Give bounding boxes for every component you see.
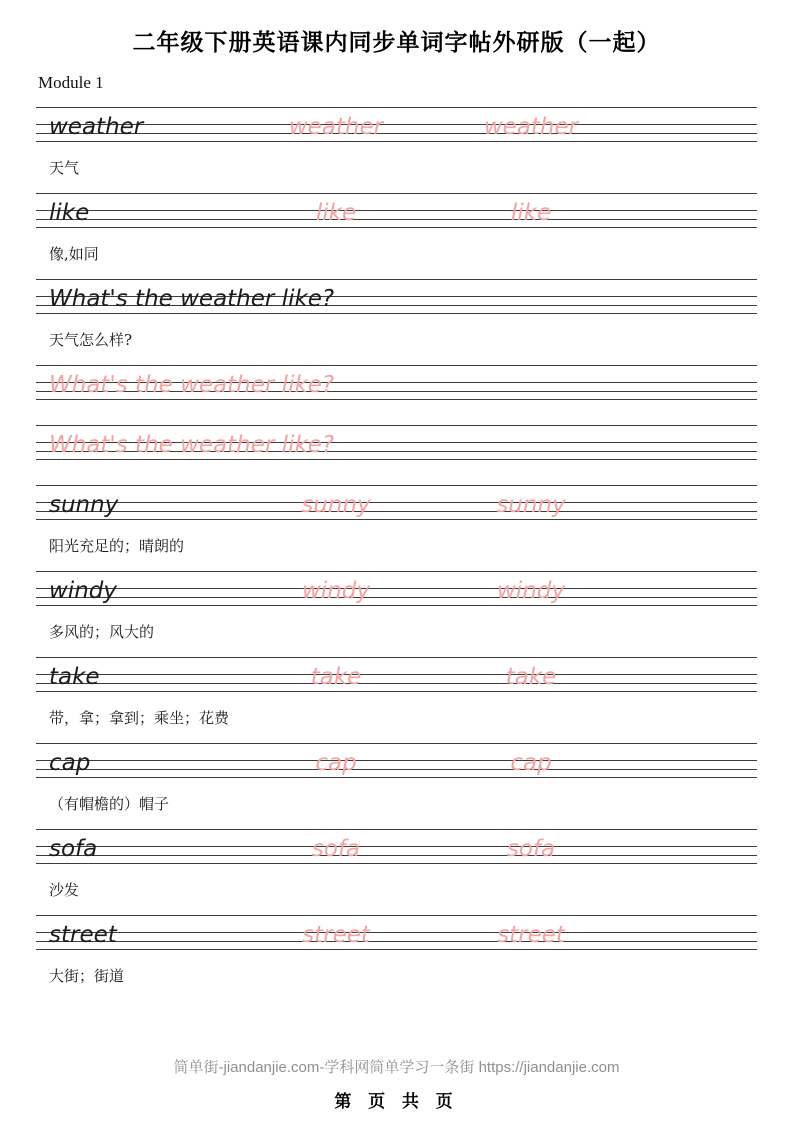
four-line-guide — [36, 193, 757, 228]
trace-word-1: weather — [288, 114, 384, 140]
vocab-entry — [36, 485, 757, 571]
four-line-guide — [36, 485, 757, 520]
page-footer — [0, 1056, 793, 1112]
page-title: 二年级下册英语课内同步单词字帖外研版（一起） — [132, 29, 661, 55]
four-line-guide — [36, 657, 757, 692]
trace-word-2: street — [497, 922, 565, 948]
four-line-guide — [36, 915, 757, 950]
trace-word-1: windy — [302, 578, 370, 604]
meaning-text: 沙发 — [49, 881, 80, 899]
vocab-entry — [36, 743, 757, 829]
trace-sentence: What's the weather like? — [49, 432, 335, 458]
vocab-entry — [36, 829, 757, 915]
practice-word: like — [49, 200, 90, 226]
four-line-guide — [36, 107, 757, 142]
practice-word: street — [49, 922, 117, 948]
trace-sentence: What's the weather like? — [49, 372, 335, 398]
trace-word-2: cap — [510, 750, 552, 776]
vocab-entry — [36, 107, 757, 193]
trace-word-2: sofa — [506, 836, 556, 862]
trace-word-2: windy — [497, 578, 565, 604]
trace-word-2: take — [505, 664, 557, 690]
practice-word: windy — [49, 578, 117, 604]
four-line-guide — [36, 743, 757, 778]
meaning-text: 天气 — [49, 159, 80, 177]
trace-word-1: sofa — [311, 836, 361, 862]
four-line-guide — [36, 829, 757, 864]
four-line-guide — [36, 365, 757, 400]
meaning-text: 天气怎么样? — [49, 331, 133, 349]
meaning-text: 像,如同 — [49, 245, 99, 263]
meaning-text: 多风的；风大的 — [49, 623, 155, 641]
vocab-entry — [36, 571, 757, 657]
four-line-guide — [36, 571, 757, 606]
four-line-guide — [36, 279, 757, 314]
practice-sentence: What's the weather like? — [49, 286, 335, 312]
page-number-line: 第 页 共 页 — [334, 1092, 459, 1111]
vocab-entry — [36, 915, 757, 1001]
practice-word: sofa — [49, 836, 98, 862]
vocab-entry — [36, 657, 757, 743]
trace-word-1: sunny — [301, 492, 371, 518]
site-watermark: 简单街-jiandanjie.com-学科网简单学习一条街 https://jiandanjie.com — [173, 1059, 620, 1076]
practice-word: sunny — [49, 492, 119, 518]
practice-word: take — [49, 664, 100, 690]
trace-word-2: sunny — [496, 492, 566, 518]
trace-word-1: take — [310, 664, 362, 690]
vocab-entry — [36, 279, 757, 365]
four-line-guide — [36, 425, 757, 460]
meaning-text: 阳光充足的；晴朗的 — [49, 537, 185, 555]
meaning-text: （有帽檐的）帽子 — [49, 795, 170, 813]
vocab-entry — [36, 193, 757, 279]
meaning-text: 大街；街道 — [49, 967, 125, 985]
trace-word-2: weather — [483, 114, 579, 140]
practice-word: cap — [49, 750, 91, 776]
trace-word-1: street — [302, 922, 370, 948]
module-label: Module 1 — [38, 73, 104, 92]
trace-word-2: like — [510, 200, 552, 226]
trace-row — [36, 425, 757, 460]
trace-word-1: cap — [315, 750, 357, 776]
trace-row — [36, 365, 757, 400]
trace-word-1: like — [315, 200, 357, 226]
meaning-text: 带，拿；拿到；乘坐；花费 — [49, 709, 230, 727]
practice-word: weather — [49, 114, 144, 140]
